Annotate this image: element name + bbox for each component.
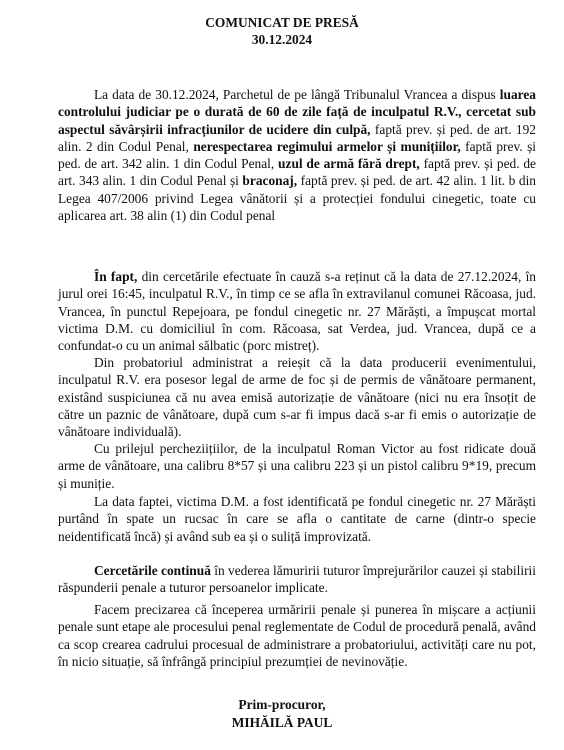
paragraph-searches: [58, 440, 536, 492]
body-text: în vederea lămuririi tuturor împrejurărilor cauzei și stabilirii răspunderii penale a tuturor persoanelor implicate.: [58, 563, 536, 596]
body-text: faptă prev. și ped. de art. 342 alin. 1 din Codul Penal,: [58, 138, 536, 172]
emphasized-text: uzul de armă fără drept,: [278, 156, 420, 172]
body-text: din cercetările efectuate în cauză s-a reținut că la data de 27.12.2024, în jurul orei 16:45, inculpatul R.V., în timp ce se afla în extravilanul comunei Răcoasa, jud. Vrancea, în punctul Repejoara, pe fondul cinegetic nr. 27 Mărăști, a împușcat mortal victima D.M. cu domiciliul în com. Răcoasa, sat Verdea, jud. Vrancea, după ce a confundat-o cu un animal sălbatic (porc mistreț).: [58, 269, 536, 354]
body-text: La data de 30.12.2024, Parchetul de pe lângă Tribunalul Vrancea a dispus: [94, 87, 500, 102]
signature-role: Prim-procuror,: [238, 697, 326, 712]
body-text: faptă prev. și ped. de art. 192 alin. 2 din Codul Penal,: [58, 121, 536, 154]
signature-name: MIHĂILĂ PAUL: [231, 715, 333, 730]
body-text: Din probatoriul administrat a reieșit că la data producerii evenimentului, inculpatul R.V. era posesor legal de arme de foc și de permis de vânătoare permanent, existând suspiciunea că nu avea emisă autorizație de vânătoare (nici nu era însoțit de către un paznic de vânătoare, după cum s-ar fi impus dacă s-ar fi emis o autorizație de vânătoare individuală).: [58, 355, 536, 440]
paragraph-evidence: [58, 354, 536, 440]
header: [0, 0, 564, 48]
signature: [0, 696, 564, 732]
paragraph-clarification: [58, 601, 536, 670]
emphasized-text: braconaj,: [242, 173, 298, 189]
paragraph-facts: [58, 268, 536, 354]
paragraph-victim: [58, 493, 536, 545]
paragraph-investigation: [58, 562, 536, 597]
paragraph-decision: [58, 86, 536, 224]
body-text: Cu prilejul percheziițiilor, de la inculpatul Roman Victor au fost ridicate două arme de vânătoare, una calibru 8*57 și una calibru 223 și un pistol calibru 9*19, precum și muniție.: [58, 441, 536, 491]
emphasized-text: nerespectarea regimului armelor și munițiilor,: [193, 138, 461, 154]
emphasized-text: În fapt,: [94, 269, 138, 284]
body-text: Facem precizarea că începerea urmăririi penale și punerea în mișcare a acțiunii penale sunt etape ale procesului penal reglementate de Codul de procedură penală, având ca scop crearea cadrului procesual de administrare a probatoriului, activități care nu pot, în nicio situație, să înfrângă principiul prezumției de nevinovăție.: [58, 602, 536, 669]
document-date: 30.12.2024: [251, 32, 313, 47]
document-title: COMUNICAT DE PRESĂ: [205, 15, 359, 30]
body-text: faptă prev. și ped. de art. 42 alin. 1 lit. b din Legea 407/2006 privind Legea vânătorii și a protecției fondului cinegetic, toate cu aplicarea art. 38 alin (1) din Codul penal: [58, 173, 536, 224]
emphasized-text: luarea controlului judiciar pe o durată de 60 de zile față de inculpatul R.V., cercetat sub aspectul săvârșirii infracțiunilor de ucidere din culpă,: [58, 87, 536, 137]
emphasized-text: Cercetările continuă: [94, 563, 211, 578]
body-text: faptă prev. și ped. de art. 343 alin. 1 din Codul Penal și: [58, 156, 537, 189]
body-text: La data faptei, victima D.M. a fost identificată pe fondul cinegetic nr. 27 Mărăști purtând în spate un rucsac în care se afla o cantitate de carne (dintr-o specie neidentificată încă) și având sub ea și o suliță improvizată.: [58, 494, 536, 544]
